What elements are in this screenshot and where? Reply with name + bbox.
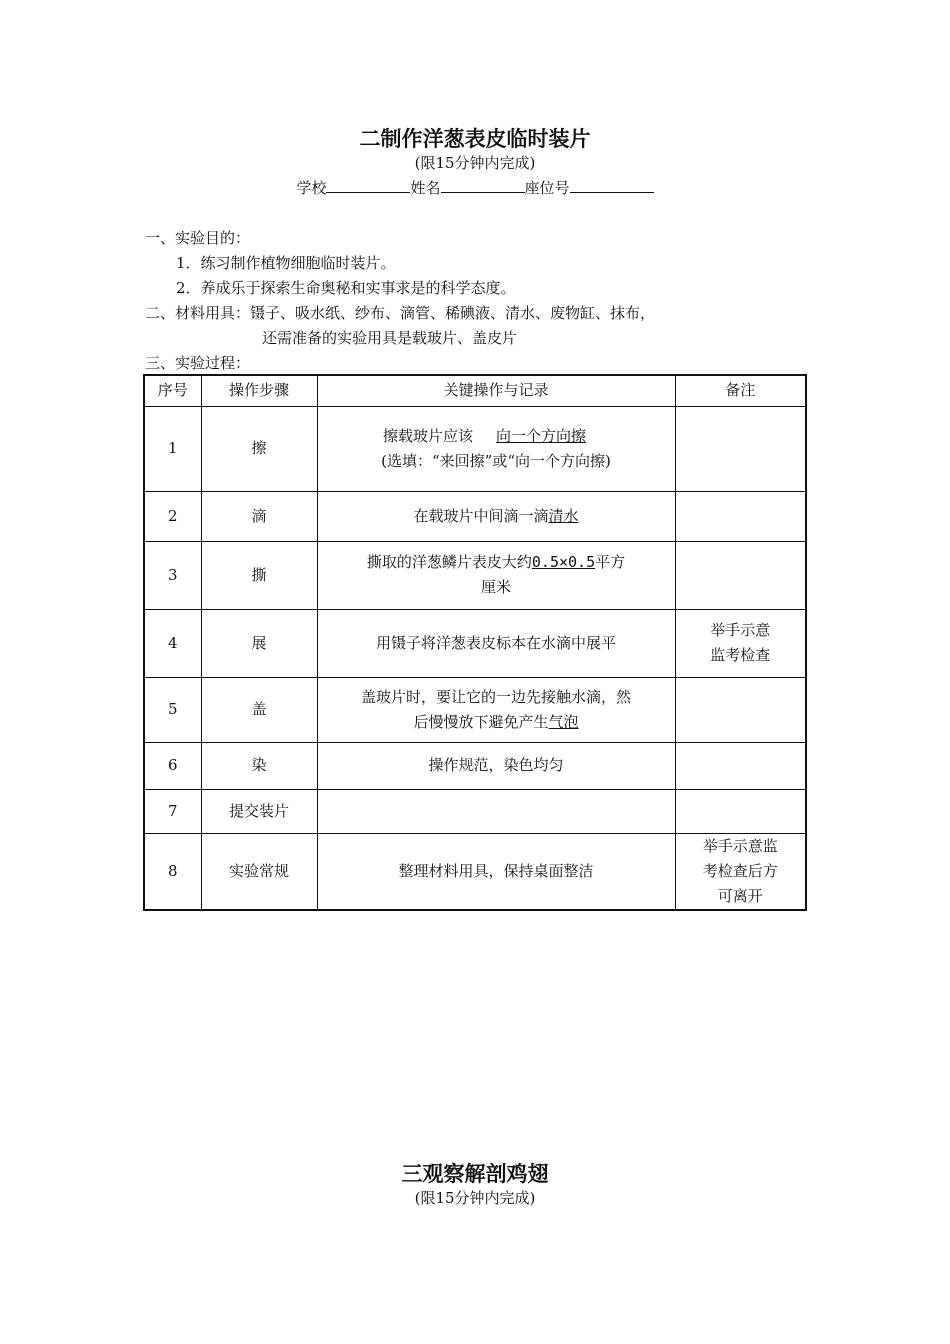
row-note [675,406,806,491]
note-text: 举手示意 [710,621,771,639]
row-step: 实验常规 [201,833,317,910]
row-key [317,677,675,742]
row-key [317,541,675,609]
answer-blank: 清水 [548,506,579,525]
header-step: 操作步骤 [201,375,317,406]
row-key [317,406,675,491]
note-text: 监考检查 [710,646,771,664]
row-note [675,742,806,789]
process-table [143,374,807,911]
row-note [675,541,806,609]
section2-time-limit: (限15分钟内完成) [414,154,536,172]
row-no: 3 [144,541,201,609]
name-blank [441,178,525,193]
table-row [144,833,806,910]
row-step: 提交装片 [201,789,317,833]
row-key: 用镊子将洋葱表皮标本在水滴中展平 [317,609,675,677]
row-no: 2 [144,491,201,541]
row-note [675,833,806,910]
key-text: 后慢慢放下避免产生 [413,712,549,731]
key-hint: (选填：“来回擦”或“向一个方向擦) [381,451,611,470]
row-note [675,491,806,541]
row-step: 展 [201,609,317,677]
table-row [144,491,806,541]
purpose-heading: 一、实验目的： [145,229,251,247]
row-note [675,789,806,833]
row-no: 5 [144,677,201,742]
school-blank [326,178,410,193]
key-text: 盖玻片时，要让它的一边先接触水滴，然 [360,687,631,706]
materials-heading: 二、材料用具：镊子、吸水纸、纱布、滴管、稀碘液、清水、废物缸、抹布， [145,304,656,322]
row-note [675,609,806,677]
note-text: 可离开 [717,886,763,905]
answer-blank: 气泡 [548,712,579,731]
row-step: 擦 [201,406,317,491]
row-no: 7 [144,789,201,833]
note-text: 举手示意监 [702,836,778,855]
school-label: 学校 [296,179,327,197]
key-text: 撕取的洋葱鳞片表皮大约 [366,553,532,571]
section2-title: 二制作洋葱表皮临时装片 [359,127,591,151]
answer-blank: 向一个方向擦 [495,426,586,445]
key-text: 厘米 [480,578,511,596]
table-header-row [144,375,806,406]
table-row [144,789,806,833]
header-note: 备注 [675,375,806,406]
header-no: 序号 [144,375,201,406]
row-no: 4 [144,609,201,677]
key-text: 平方 [595,553,626,571]
process-heading: 三、实验过程： [145,354,251,372]
seat-label: 座位号 [524,179,570,197]
section3-time-limit: (限15分钟内完成) [414,1189,536,1207]
purpose-item-2: 2．养成乐于探索生命奥秘和实事求是的科学态度。 [176,279,516,297]
row-note [675,677,806,742]
table-row [144,742,806,789]
row-key: 操作规范，染色均匀 [317,742,675,789]
row-key [317,789,675,833]
row-step: 撕 [201,541,317,609]
section3-title: 三观察解剖鸡翅 [401,1162,549,1186]
row-key [317,491,675,541]
row-no: 1 [144,406,201,491]
row-key: 整理材料用具，保持桌面整洁 [317,833,675,910]
info-fields [0,177,950,198]
note-text: 考检查后方 [702,861,778,880]
key-text: 在载玻片中间滴一滴 [413,506,549,525]
table-row [144,677,806,742]
seat-blank [570,178,654,193]
answer-blank: 0.5×0.5 [531,553,596,571]
key-text: 擦载玻片应该 [382,426,473,445]
table-row [144,541,806,609]
name-label: 姓名 [410,179,441,197]
row-step: 染 [201,742,317,789]
table-row [144,406,806,491]
row-no: 8 [144,833,201,910]
table-row [144,609,806,677]
header-key: 关键操作与记录 [317,375,675,406]
materials-extra: 还需准备的实验用具是载玻片、盖皮片 [262,329,518,347]
row-step: 滴 [201,491,317,541]
row-no: 6 [144,742,201,789]
purpose-item-1: 1．练习制作植物细胞临时装片。 [176,254,396,272]
row-step: 盖 [201,677,317,742]
